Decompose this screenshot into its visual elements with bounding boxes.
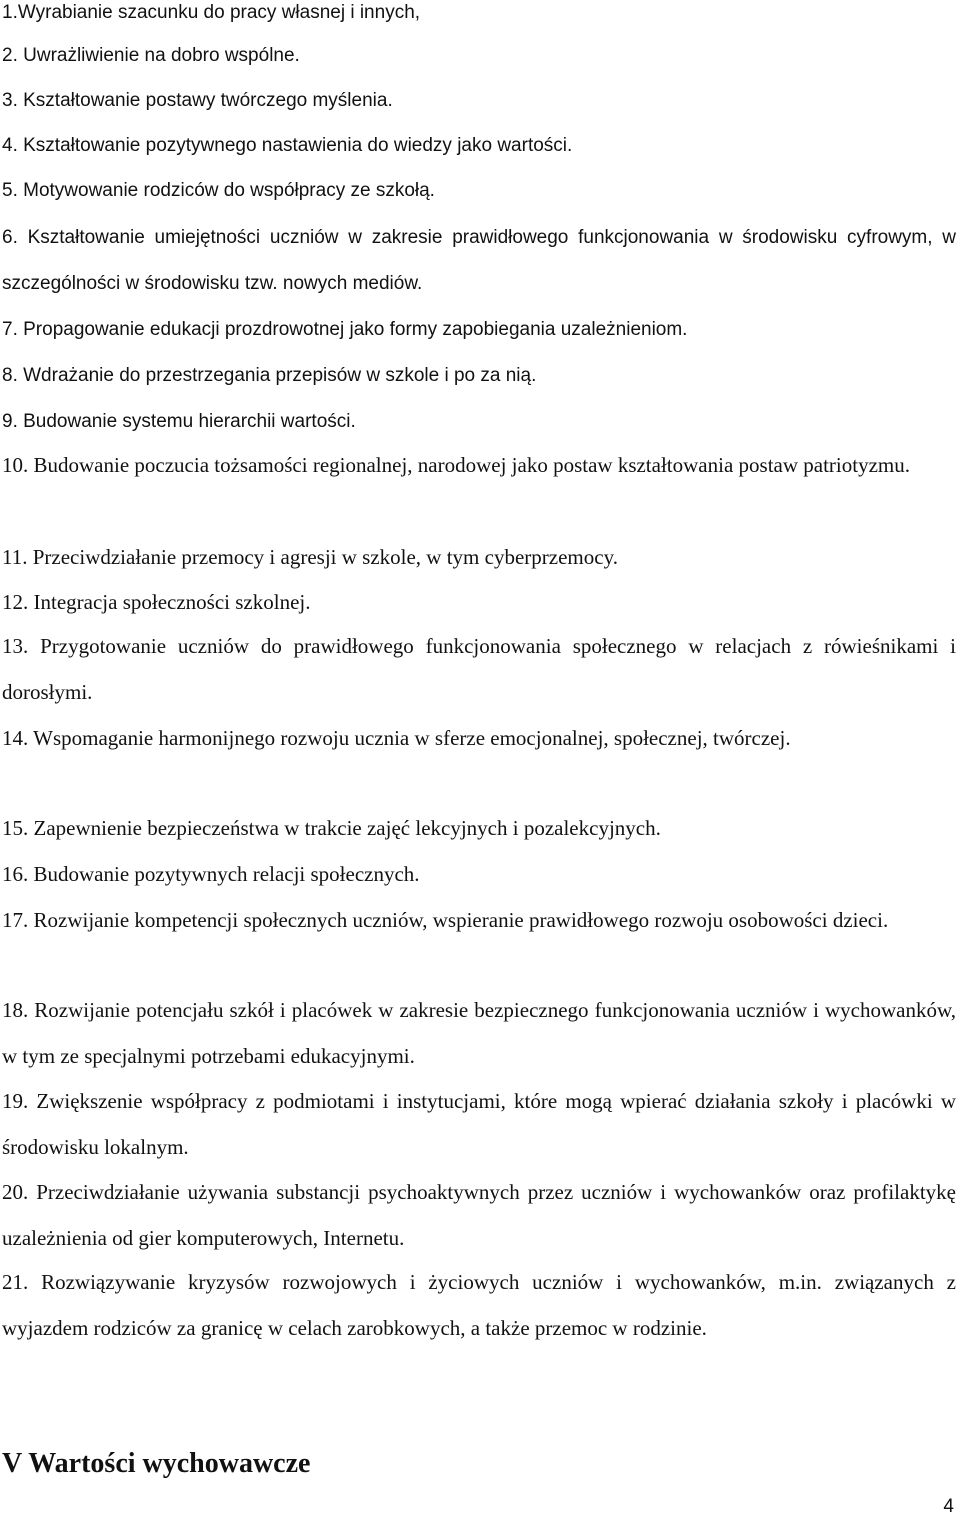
list-item-5: 5. Motywowanie rodziców do współpracy ze szkołą. [2, 180, 435, 201]
list-item-10: 10. Budowanie poczucia tożsamości regionalnej, narodowej jako postaw kształtowania postaw patriotyzmu. [2, 453, 910, 477]
list-item-1: 1.Wyrabianie szacunku do pracy własnej i innych, [2, 2, 421, 23]
list-item-16: 16. Budowanie pozytywnych relacji społecznych. [2, 862, 420, 886]
list-item-21: 21. Rozwiązywanie kryzysów rozwojowych i życiowych uczniów i wychowanków, m.in. związanych z wyjazdem rodziców za granicę w celach zarobkowych, a także przemoc w rodzinie. [2, 1270, 956, 1340]
page-number: 4 [943, 1496, 954, 1517]
list-item-7: 7. Propagowanie edukacji prozdrowotnej jako formy zapobiegania uzależnieniom. [2, 319, 688, 340]
list-item-15: 15. Zapewnienie bezpieczeństwa w trakcie zajęć lekcyjnych i pozalekcyjnych. [2, 816, 661, 840]
list-item-14: 14. Wspomaganie harmonijnego rozwoju ucznia w sferze emocjonalnej, społecznej, twórczej. [2, 726, 791, 750]
list-item-8: 8. Wdrażanie do przestrzegania przepisów w szkole i po za nią. [2, 365, 537, 386]
list-item-20: 20. Przeciwdziałanie używania substancji psychoaktywnych przez uczniów i wychowanków oraz profilaktykę uzależnienia od gier komputerowych, Internetu. [2, 1180, 956, 1250]
list-item-13: 13. Przygotowanie uczniów do prawidłowego funkcjonowania społecznego w relacjach z rówieśnikami i dorosłymi. [2, 634, 956, 704]
list-item-9: 9. Budowanie systemu hierarchii wartości. [2, 411, 356, 432]
list-item-3: 3. Kształtowanie postawy twórczego myślenia. [2, 90, 393, 111]
list-item-2: 2. Uwrażliwienie na dobro wspólne. [2, 45, 300, 66]
list-item-11: 11. Przeciwdziałanie przemocy i agresji w szkole, w tym cyberprzemocy. [2, 545, 618, 569]
list-item-18: 18. Rozwijanie potencjału szkół i placówek w zakresie bezpiecznego funkcjonowania uczniów i wychowanków, w tym ze specjalnymi potrzebami edukacyjnymi. [2, 998, 956, 1068]
list-item-4: 4. Kształtowanie pozytywnego nastawienia do wiedzy jako wartości. [2, 135, 573, 156]
list-item-6: 6. Kształtowanie umiejętności uczniów w zakresie prawidłowego funkcjonowania w środowisku cyfrowym, w szczególności w środowisku tzw. nowych mediów. [2, 227, 956, 294]
list-item-19: 19. Zwiększenie współpracy z podmiotami i instytucjami, które mogą wpierać działania szkoły i placówki w środowisku lokalnym. [2, 1089, 956, 1159]
section-heading: V Wartości wychowawcze [2, 1448, 311, 1479]
list-item-17: 17. Rozwijanie kompetencji społecznych uczniów, wspieranie prawidłowego rozwoju osobowości dzieci. [2, 908, 889, 932]
list-item-12: 12. Integracja społeczności szkolnej. [2, 590, 311, 614]
